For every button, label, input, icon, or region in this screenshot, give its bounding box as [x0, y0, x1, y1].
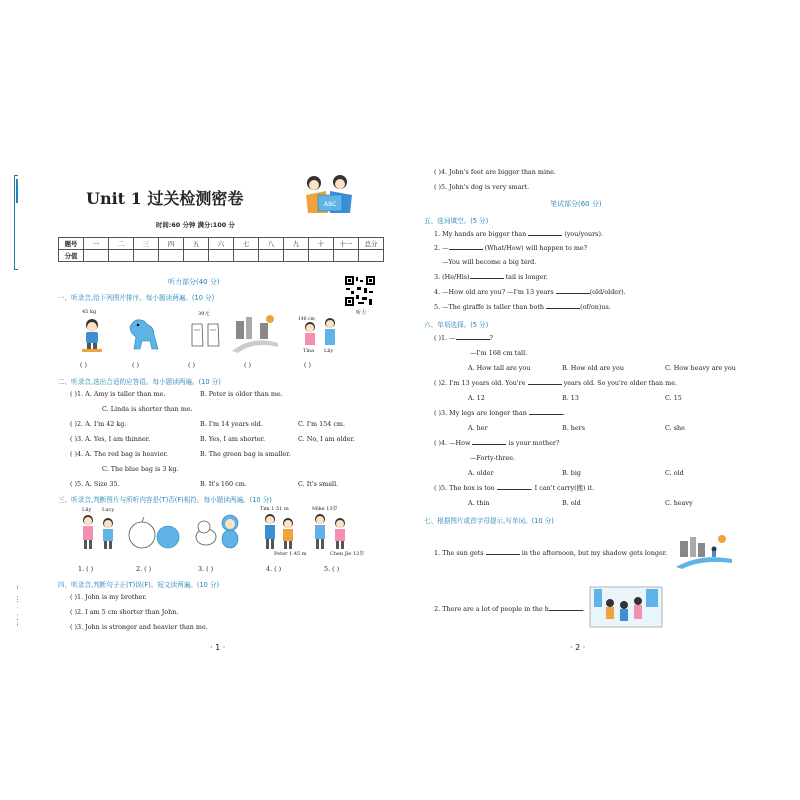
header-cell: 总分 [359, 238, 384, 250]
lily-lucy-picture [78, 513, 120, 551]
peter-label: Peter 1.45 m [274, 551, 307, 557]
score-cell[interactable] [134, 250, 159, 262]
score-cell[interactable] [359, 250, 384, 262]
option-b: B. The green bag is smaller. [200, 450, 291, 458]
score-cell[interactable] [284, 250, 309, 262]
answer-blank[interactable] [470, 274, 504, 279]
score-cell[interactable] [159, 250, 184, 262]
option-b[interactable]: B. old [562, 499, 581, 507]
choice-reply: —I'm 168 cm tall. [470, 349, 528, 357]
choice-text: years old. So you're older than me. [563, 379, 678, 387]
page-number: · 1 · [210, 643, 226, 652]
option-a[interactable]: A. older [468, 469, 494, 477]
mike-label: Mike 13岁 [312, 506, 338, 512]
page-1 [18, 165, 378, 665]
option-a[interactable]: A. How tall are you [468, 364, 531, 372]
choice-text: is your mother? [508, 439, 560, 447]
book-label: ABC [324, 201, 337, 208]
answer-slot[interactable]: 4. ( ) [266, 565, 282, 573]
choice-reply: —Forty-three. [470, 454, 516, 462]
shoes-picture [188, 320, 224, 350]
header-cell: 七 [234, 238, 259, 250]
lily-label: Lily [324, 348, 334, 354]
header-cell: 二 [109, 238, 134, 250]
choice-text: ( )4. —How [434, 439, 471, 447]
question-line: ( )1. A. Amy is taller than me. [70, 390, 166, 398]
answer-bracket[interactable]: ( ) [304, 361, 312, 369]
city-road-picture [232, 313, 278, 353]
header-cell: 题号 [59, 238, 84, 250]
option-b: B. Yes, I am shorter. [200, 435, 266, 443]
fill-text: 2. — [434, 244, 449, 252]
question-line: ( )3. A. Yes, I am thinner. [70, 435, 151, 443]
exam-meta: 时间:60 分钟 满分:100 分 [156, 221, 235, 229]
boy-on-scale-picture [78, 317, 106, 353]
choice-question [434, 440, 559, 446]
option-b: B. It's 160 cm. [200, 480, 247, 488]
score-cell[interactable] [234, 250, 259, 262]
qr-code-icon[interactable] [344, 275, 376, 307]
fill-text: in the afternoon, but my shadow gets longer. [521, 549, 668, 557]
answer-blank[interactable] [528, 231, 562, 236]
kids-reading-illustration [296, 173, 366, 215]
fill-line [434, 550, 667, 556]
header-cell: 一 [84, 238, 109, 250]
option-a[interactable]: A. thin [468, 499, 490, 507]
fill-text: 1. My hands are bigger than [434, 230, 527, 238]
section-3-title: 三、听录音,判断图片与所听内容是(T)否(F)相符。每小题读两遍。(10 分) [58, 496, 272, 504]
answer-bracket[interactable]: ( ) [188, 361, 196, 369]
price-label: 39元 [198, 311, 210, 317]
header-cell: 六 [209, 238, 234, 250]
fill-line [434, 606, 585, 612]
answer-bracket[interactable]: ( ) [80, 361, 88, 369]
fill-text: 5. —The giraffe is taller than both [434, 303, 545, 311]
answer-blank[interactable] [497, 485, 531, 490]
answer-blank[interactable] [456, 335, 490, 340]
question-line: ( )2. I am 5 cm shorter than John. [70, 608, 179, 616]
page-number: · 2 · [570, 643, 586, 652]
tim-peter-picture [260, 513, 300, 551]
fill-text: (you/yours). [564, 230, 603, 238]
score-cell[interactable] [309, 250, 334, 262]
score-cell[interactable] [209, 250, 234, 262]
section-6-title: 六、单项选择。(5 分) [424, 321, 489, 329]
choice-question [434, 380, 677, 386]
option-c[interactable]: C. she [665, 424, 685, 432]
answer-slot[interactable]: 2. ( ) [136, 565, 152, 573]
question-line: ( )5. John's dog is very smart. [434, 183, 530, 191]
option-b[interactable]: B. 13 [562, 394, 579, 402]
crowded-hall-picture [588, 585, 664, 629]
fill-line [434, 289, 626, 295]
header-cell: 十 [309, 238, 334, 250]
chenjie-label: Chen Jie 12岁 [330, 551, 365, 557]
score-cell[interactable] [84, 250, 109, 262]
shadow-road-picture [676, 533, 732, 569]
fill-text: 2. There are a lot of people in the h [434, 605, 549, 613]
option-b: B. I'm 14 years old. [200, 420, 263, 428]
section-1-title: 一、听录音,给下列图片排序。每小题读两遍。(10 分) [58, 294, 215, 302]
header-cell: 九 [284, 238, 309, 250]
option-b[interactable]: B. big [562, 469, 581, 477]
choice-text: . [562, 409, 565, 417]
lucy-label: Lucy [102, 507, 115, 513]
fill-text: 1. The sun gets [434, 549, 484, 557]
option-c[interactable]: C. heavy [665, 499, 693, 507]
choice-text: . I can't carry(搬) it. [530, 484, 595, 492]
answer-slot[interactable]: 5. ( ) [324, 565, 340, 573]
option-c: C. The blue bag is 3 kg. [102, 465, 179, 473]
answer-blank[interactable] [449, 245, 483, 250]
row-label: 分值 [59, 250, 84, 262]
tim-label: Tim 1.51 m [260, 506, 289, 512]
fill-text: (What/How) will happen to me? [484, 244, 588, 252]
qr-label: 听力 [356, 310, 367, 316]
choice-question [434, 485, 594, 491]
option-c[interactable]: C. old [665, 469, 684, 477]
header-cell: 五 [184, 238, 209, 250]
dog-monkey-picture [192, 511, 246, 551]
section-7-title: 七、根据图片或首字母提示,写单词。(10 分) [424, 517, 554, 525]
choice-text: ( )5. The box is too [434, 484, 495, 492]
fill-line [434, 274, 548, 280]
section-2-title: 二、听录音,选出合适的应答语。每小题读两遍。(10 分) [58, 378, 221, 386]
score-table-row [59, 250, 384, 262]
option-b[interactable]: B. How old are you [562, 364, 624, 372]
choice-text: ( )1. — [434, 334, 456, 342]
fill-text: 4. —How old are you? —I'm 13 years [434, 288, 554, 296]
page-title: Unit 1 过关检测密卷 [86, 189, 244, 208]
height-label: 146 cm [298, 317, 315, 322]
header-cell: 八 [259, 238, 284, 250]
writing-part-title: 笔试部分(60 分) [550, 200, 602, 208]
fill-text: tail is longer. [505, 273, 548, 281]
fill-text: 3. (He/His) [434, 273, 470, 281]
score-cell[interactable] [184, 250, 209, 262]
option-b[interactable]: B. hers [562, 424, 585, 432]
fill-line [434, 245, 587, 251]
section-5-title: 五、选词填空。(5 分) [424, 217, 489, 225]
answer-bracket[interactable]: ( ) [244, 361, 252, 369]
choice-question [434, 335, 493, 341]
lily-label: Lily [82, 507, 92, 513]
answer-blank[interactable] [472, 440, 506, 445]
answer-blank[interactable] [549, 606, 583, 611]
section-4-title: 四、听录音,判断句子正(T)误(F)。短文读两遍。(10 分) [58, 581, 220, 589]
fill-answer-line: —You will become a big bird. [442, 258, 537, 266]
option-b: B. Peter is older than me. [200, 390, 283, 398]
question-line: ( )4. John's feet are bigger than mine. [434, 168, 556, 176]
choice-question [434, 410, 565, 416]
choice-text: ( )3. My legs are longer than [434, 409, 527, 417]
fill-line [434, 304, 611, 310]
answer-blank[interactable] [486, 550, 520, 555]
option-c: C. It's small. [298, 480, 339, 488]
listening-part-title: 听力部分(40 分) [168, 278, 220, 286]
score-table-header [59, 238, 384, 250]
page-2 [420, 165, 780, 665]
score-cell[interactable] [259, 250, 284, 262]
weight-label: 45 kg [82, 309, 97, 315]
question-line: ( )5. A. Size 35. [70, 480, 120, 488]
score-cell[interactable] [334, 250, 359, 262]
option-c: C. Linda is shorter than me. [102, 405, 193, 413]
option-c[interactable]: C. 15 [665, 394, 682, 402]
score-table [58, 237, 384, 262]
question-line: ( )4. A. The red bag is heavier. [70, 450, 168, 458]
fill-line [434, 231, 603, 237]
answer-slot[interactable]: 1. ( ) [78, 565, 94, 573]
fill-text: . [582, 605, 585, 613]
question-line: ( )1. John is my brother. [70, 593, 147, 601]
fill-text: (of/on)us. [580, 303, 611, 311]
header-cell: 三 [134, 238, 159, 250]
answer-blank[interactable] [529, 410, 563, 415]
option-c: C. No, I am older. [298, 435, 355, 443]
answer-blank[interactable] [528, 380, 562, 385]
header-cell: 十一 [334, 238, 359, 250]
choice-text: ( )2. I'm 13 years old. You're [434, 379, 526, 387]
question-line: ( )2. A. I'm 42 kg. [70, 420, 127, 428]
fill-text: (old/older). [589, 288, 626, 296]
tina-label: Tina [303, 348, 315, 354]
option-c[interactable]: C. How heavy are you [665, 364, 736, 372]
header-cell: 四 [159, 238, 184, 250]
answer-blank[interactable] [556, 289, 590, 294]
answer-slot[interactable]: 3. ( ) [198, 565, 214, 573]
score-cell[interactable] [109, 250, 134, 262]
mike-chenjie-picture [310, 513, 352, 551]
option-a[interactable]: A. 12 [468, 394, 485, 402]
choice-text: ? [489, 334, 493, 342]
dinosaur-picture [124, 313, 164, 353]
answer-blank[interactable] [546, 304, 580, 309]
option-a[interactable]: A. her [468, 424, 488, 432]
apple-orange-picture [128, 515, 182, 551]
option-c: C. I'm 154 cm. [298, 420, 345, 428]
answer-bracket[interactable]: ( ) [132, 361, 140, 369]
question-line: ( )3. John is stronger and heavier than me. [70, 623, 208, 631]
